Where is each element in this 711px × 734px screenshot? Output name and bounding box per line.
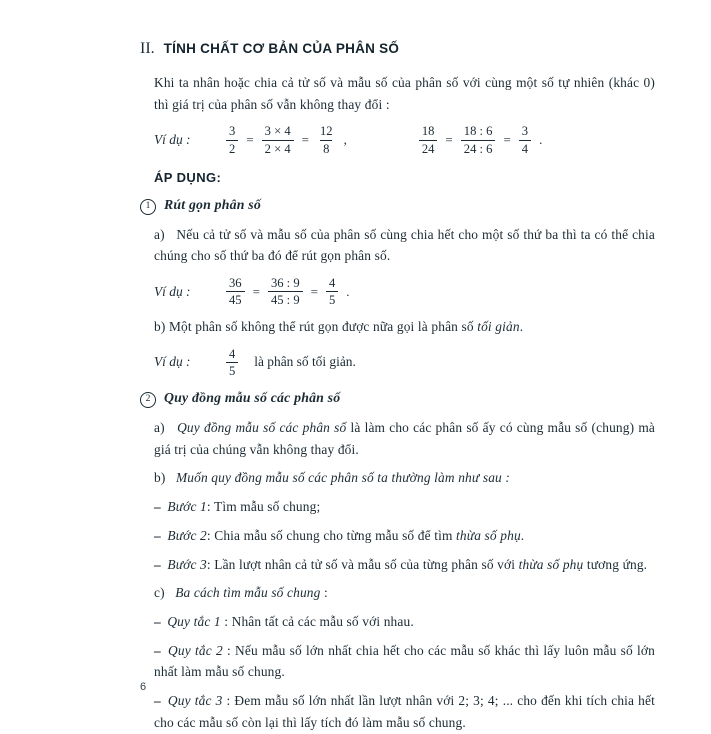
fraction-denominator: 5 bbox=[226, 362, 238, 378]
equals-sign: = bbox=[310, 283, 318, 299]
dash-bullet-icon: – bbox=[154, 499, 161, 515]
equation-3 bbox=[224, 276, 350, 307]
item-title-1: Rút gọn phân số bbox=[164, 196, 261, 212]
fraction-denominator: 45 bbox=[226, 291, 245, 307]
example-label: Ví dụ : bbox=[154, 132, 191, 147]
fraction-denominator: 24 : 6 bbox=[461, 140, 496, 156]
paragraph-2c bbox=[154, 582, 655, 604]
item-marker-1: 1 bbox=[140, 199, 156, 215]
step-1 bbox=[154, 496, 655, 518]
equation-4 bbox=[224, 347, 240, 378]
dash-bullet-icon: – bbox=[154, 642, 161, 658]
step-name: Bước 1 bbox=[167, 499, 207, 515]
step-name: Bước 3 bbox=[167, 556, 207, 572]
fraction bbox=[459, 124, 498, 155]
fraction-denominator: 45 : 9 bbox=[268, 291, 303, 307]
step-emphasis: thừa số phụ bbox=[518, 556, 584, 572]
paragraph-emphasis: tối giản bbox=[477, 319, 520, 335]
equals-sign: = bbox=[246, 132, 254, 147]
rule-text: : Nếu mẫu số lớn nhất chia hết cho các mẫu số khác thì lấy luôn mẫu số lớn nhất làm mẫu số chung. bbox=[154, 642, 655, 680]
example-row-2 bbox=[154, 276, 655, 307]
rule-name: Quy tắc 3 bbox=[167, 693, 223, 709]
period: . bbox=[346, 283, 350, 299]
fraction-numerator: 4 bbox=[328, 276, 336, 290]
rule-name: Quy tắc 1 bbox=[167, 614, 221, 629]
fraction-numerator: 3 × 4 bbox=[264, 124, 291, 139]
fraction-numerator: 36 : 9 bbox=[270, 276, 300, 290]
equation-2 bbox=[417, 124, 543, 155]
fraction-denominator: 24 bbox=[419, 140, 438, 156]
step-2 bbox=[154, 525, 655, 547]
list-item-1 bbox=[140, 197, 655, 216]
step-text: : Chia mẫu số chung cho từng mẫu số để tìm bbox=[206, 527, 457, 543]
rule-text: : Đem mẫu số lớn nhất lần lượt nhân với 2; 3; 4; ... cho đến khi tích chia hết cho các mẫu số còn lại thì lấy tích đó làm mẫu số chung. bbox=[154, 693, 655, 730]
dash-bullet-icon: – bbox=[154, 693, 161, 709]
fraction bbox=[315, 124, 338, 155]
paragraph-label: a) bbox=[154, 420, 165, 436]
fraction bbox=[224, 276, 247, 307]
dash-bullet-icon: – bbox=[154, 556, 161, 572]
example-label: Ví dụ : bbox=[154, 283, 191, 299]
equals-sign: = bbox=[503, 132, 511, 147]
rule-1 bbox=[154, 611, 655, 633]
paragraph-2a bbox=[154, 417, 655, 460]
example-row-3 bbox=[154, 347, 655, 378]
apply-heading: ÁP DỤNG: bbox=[154, 169, 222, 185]
fraction bbox=[260, 124, 296, 155]
step-text: : Tìm mẫu số chung; bbox=[206, 499, 321, 515]
item-title-2: Quy đồng mẫu số các phân số bbox=[164, 390, 341, 406]
section-intro-paragraph: Khi ta nhân hoặc chia cả tử số và mẫu số của phân số với cùng một số tự nhiên (khác 0) thì giá trị của phân số vẫn không thay đổi : bbox=[154, 75, 655, 112]
paragraph-label: c) bbox=[154, 585, 165, 601]
fraction-denominator: 8 bbox=[320, 140, 332, 156]
list-item-2 bbox=[140, 390, 655, 409]
fraction bbox=[324, 276, 340, 307]
period: . bbox=[539, 132, 543, 147]
fraction-numerator: 4 bbox=[229, 346, 236, 361]
dash-bullet-icon: – bbox=[154, 614, 161, 629]
fraction bbox=[517, 124, 533, 155]
rule-text: : Nhân tất cả các mẫu số với nhau. bbox=[220, 614, 414, 629]
rule-2 bbox=[154, 640, 655, 683]
fraction-numerator: 36 bbox=[229, 276, 242, 290]
fraction-denominator: 2 × 4 bbox=[262, 140, 294, 156]
paragraph-period: . bbox=[519, 319, 524, 335]
dash-bullet-icon: – bbox=[154, 527, 161, 543]
fraction-numerator: 12 bbox=[319, 124, 333, 139]
example-label: Ví dụ : bbox=[154, 354, 191, 370]
paragraph-text: Nếu cả tử số và mẫu số của phân số cùng chia hết cho một số thứ ba thì ta có thể chia chúng cho số thứ ba đó để rút gọn phân số. bbox=[154, 226, 655, 264]
fraction-denominator: 4 bbox=[519, 140, 531, 156]
paragraph-label: a) bbox=[154, 226, 165, 242]
section-title: TÍNH CHẤT CƠ BẢN CỦA PHÂN SỐ bbox=[163, 41, 400, 56]
fraction-numerator: 18 bbox=[421, 124, 435, 139]
equals-sign: = bbox=[445, 132, 453, 147]
paragraph-1b bbox=[154, 316, 655, 338]
equals-sign: = bbox=[252, 283, 260, 299]
page-number: 6 bbox=[140, 681, 147, 693]
step-3 bbox=[154, 554, 655, 576]
rule-name: Quy tắc 2 bbox=[168, 642, 223, 658]
fraction bbox=[224, 124, 240, 155]
example-row-1 bbox=[154, 124, 655, 155]
step-text-after: tương ứng. bbox=[583, 556, 648, 572]
item-marker-2: 2 bbox=[140, 392, 156, 408]
paragraph-emphasis: Ba cách tìm mẫu số chung bbox=[175, 585, 321, 601]
paragraph-emphasis: Muốn quy đồng mẫu số các phân số ta thường làm như sau : bbox=[175, 470, 510, 486]
fraction bbox=[266, 276, 305, 307]
paragraph-2b bbox=[154, 467, 655, 489]
paragraph-text: b) Một phân số không thể rút gọn được nữa gọi là phân số bbox=[154, 319, 478, 335]
equals-sign: = bbox=[301, 132, 309, 147]
equation-1 bbox=[224, 124, 347, 155]
step-name: Bước 2 bbox=[167, 527, 207, 543]
paragraph-text: là làm cho các phân số ấy có cùng mẫu số (chung) mà giá trị của chúng vẫn không thay đổi. bbox=[154, 420, 655, 457]
paragraph-label: b) bbox=[154, 470, 166, 486]
section-heading bbox=[140, 40, 655, 58]
section-number: II. bbox=[140, 40, 155, 57]
fraction-denominator: 2 bbox=[226, 140, 238, 156]
paragraph-1a bbox=[154, 224, 655, 267]
example-caption: là phân số tối giản. bbox=[254, 354, 356, 370]
step-text-after: . bbox=[520, 527, 525, 543]
fraction bbox=[224, 347, 240, 378]
comma: , bbox=[343, 132, 347, 147]
fraction-numerator: 3 bbox=[521, 124, 529, 139]
fraction-numerator: 18 : 6 bbox=[463, 124, 493, 139]
step-emphasis: thừa số phụ bbox=[456, 527, 521, 543]
step-text: : Lần lượt nhân cả tử số và mẫu số của từng phân số với bbox=[206, 556, 519, 572]
fraction-denominator: 5 bbox=[326, 291, 338, 307]
fraction bbox=[417, 124, 440, 155]
fraction-numerator: 3 bbox=[229, 124, 236, 139]
paragraph-emphasis: Quy đồng mẫu số các phân số bbox=[177, 420, 347, 436]
paragraph-text: : bbox=[320, 585, 328, 601]
rule-3 bbox=[154, 690, 655, 733]
